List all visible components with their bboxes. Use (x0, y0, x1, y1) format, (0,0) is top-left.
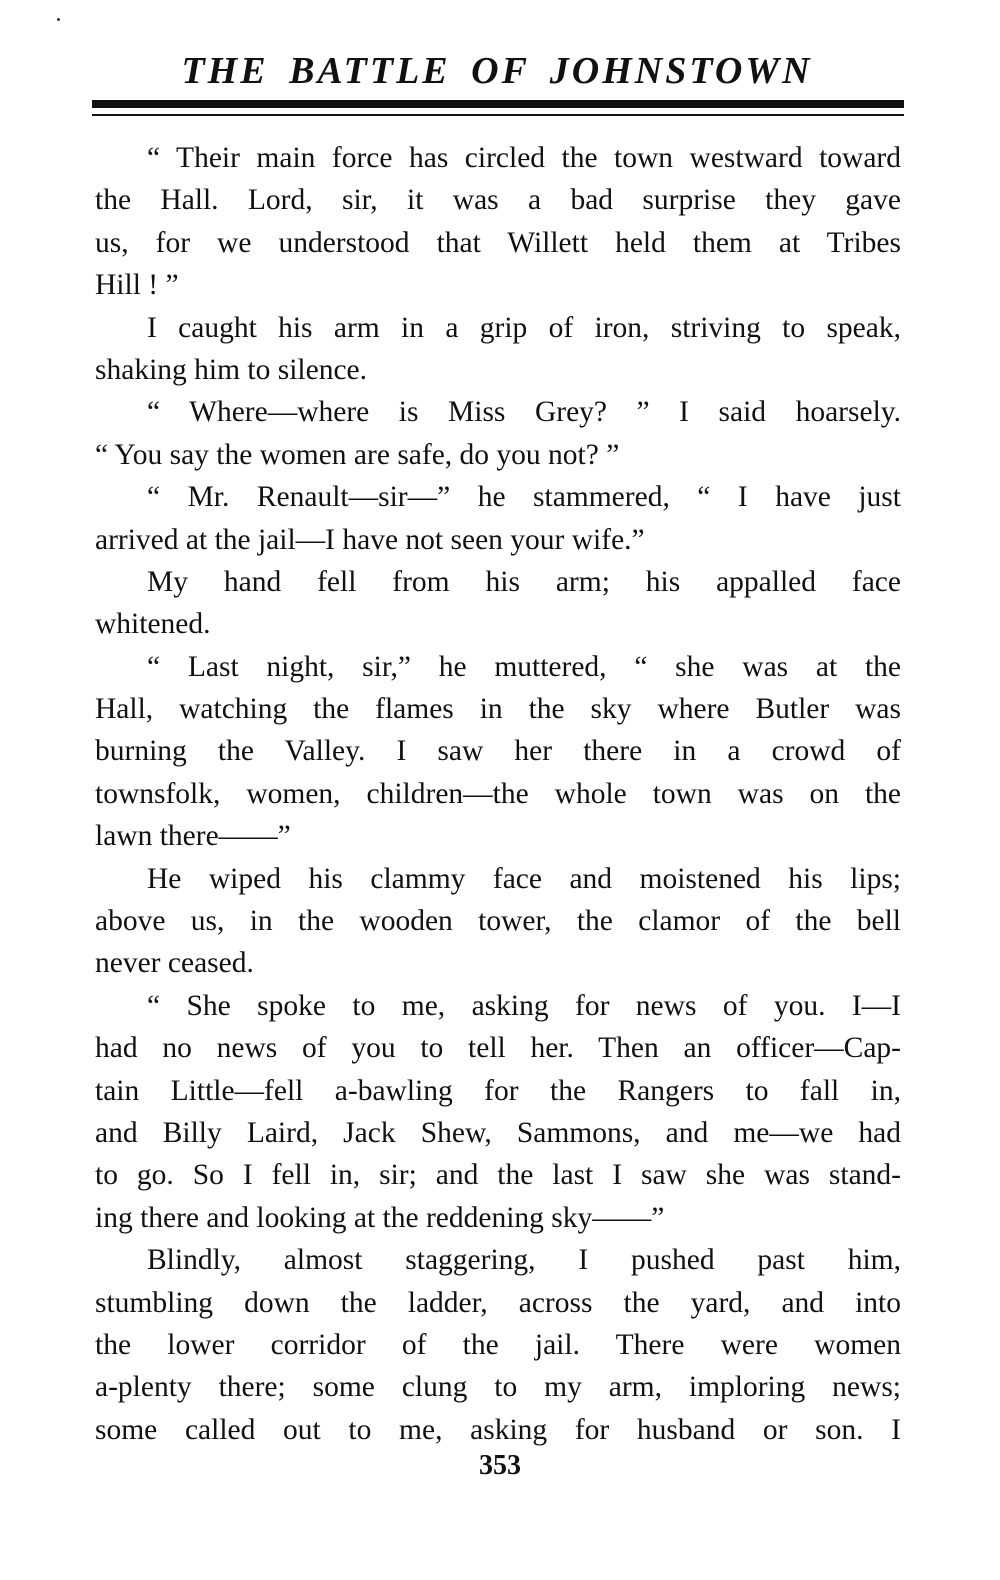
header-rule-thick (92, 100, 904, 108)
text-line: “ Mr. Renault—sir—” he stammered, “ I have just (147, 481, 901, 514)
text-line: arrived at the jail—I have not seen your wife.” (95, 523, 645, 556)
running-head-title: THE BATTLE OF JOHNSTOWN (181, 50, 813, 92)
text-line: lawn there——” (95, 820, 291, 853)
text-line: burning the Valley. I saw her there in a crowd of (95, 735, 901, 768)
text-line: to go. So I fell in, sir; and the last I saw she was stand- (95, 1159, 901, 1192)
text-line: above us, in the wooden tower, the clamor of the bell (95, 905, 901, 938)
text-line: whitened. (95, 608, 211, 641)
text-line: ing there and looking at the reddening sky——” (95, 1201, 665, 1234)
text-line: shaking him to silence. (95, 353, 368, 386)
text-line: I caught his arm in a grip of iron, striving to speak, (147, 311, 901, 344)
text-line: My hand fell from his arm; his appalled face (147, 565, 901, 598)
text-line: “ Last night, sir,” he muttered, “ she was at the (147, 650, 901, 683)
text-line: stumbling down the ladder, across the yard, and into (95, 1286, 901, 1319)
text-line: had no news of you to tell her. Then an officer—Cap- (95, 1032, 901, 1065)
text-line: the Hall. Lord, sir, it was a bad surprise they gave (95, 184, 901, 217)
text-line: “ Their main force has circled the town westward toward (147, 142, 901, 174)
text-line: He wiped his clammy face and moistened his lips; (147, 862, 901, 895)
text-line: Hall, watching the flames in the sky where Butler was (95, 693, 901, 726)
text-line: “ Where—where is Miss Grey? ” I said hoarsely. (147, 396, 901, 429)
text-line: a-plenty there; some clung to my arm, imploring news; (95, 1371, 901, 1404)
text-line: Blindly, almost staggering, I pushed past him, (147, 1244, 901, 1277)
text-line: and Billy Laird, Jack Shew, Sammons, and me—we had (95, 1116, 901, 1149)
text-line: us, for we understood that Willett held them at Tribes (95, 226, 901, 259)
text-line: Hill ! ” (95, 269, 179, 302)
text-line: the lower corridor of the jail. There were women (95, 1328, 901, 1361)
page-number: 353 (479, 1450, 521, 1481)
text-line: “ She spoke to me, asking for news of you. I—I (147, 989, 901, 1022)
text-line: tain Little—fell a-bawling for the Rangers to fall in, (95, 1074, 901, 1107)
body-text (95, 137, 901, 1451)
text-line: never ceased. (95, 947, 254, 980)
print-speck (57, 18, 60, 21)
text-line: townsfolk, women, children—the whole town was on the (95, 777, 901, 810)
text-line: “ You say the women are safe, do you not? ” (95, 438, 620, 471)
header-rule-thin (92, 114, 904, 116)
text-line: some called out to me, asking for husband or son. I (95, 1413, 901, 1446)
